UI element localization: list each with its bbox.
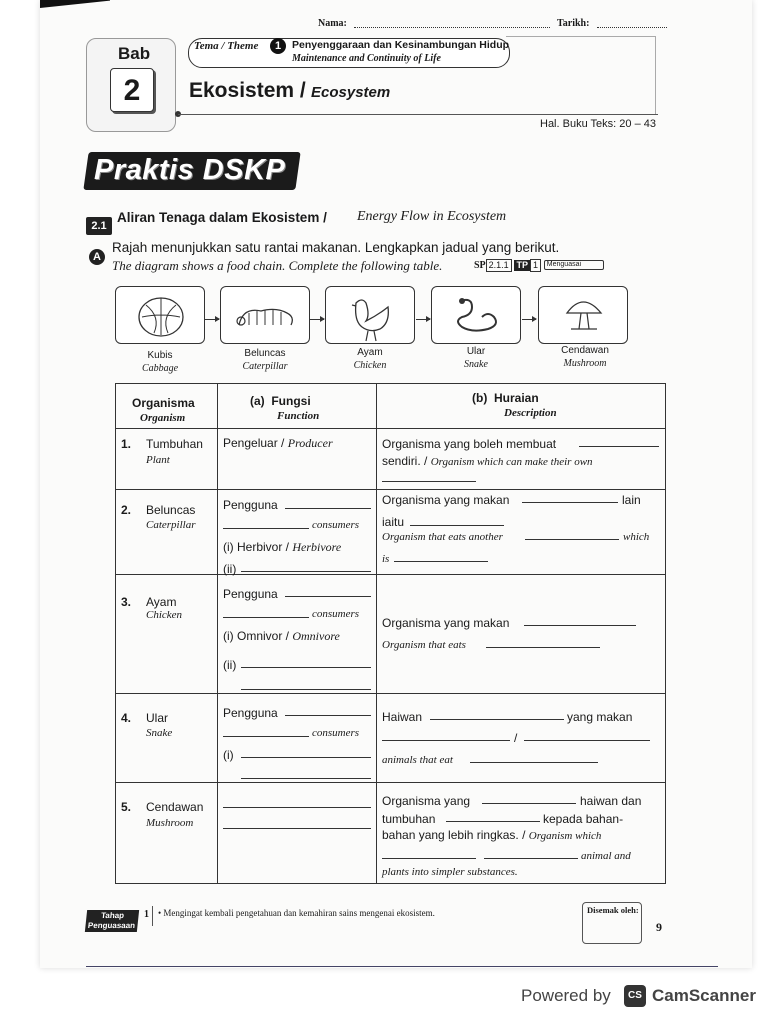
row-5-desc-3-en: Organism which [528,830,602,842]
row-5-desc-1b: haiwan dan [580,794,642,808]
theme-title-en: Maintenance and Continuity of Life [292,53,441,64]
table-col-divider-1 [217,383,218,884]
food-chain-label-en-3: Snake [464,359,488,370]
row-4-function-blank-3[interactable] [241,757,371,758]
row-1-desc-1: Organisma yang boleh membuat [382,437,557,451]
header-frame [506,36,656,114]
row-5-blank-1[interactable] [482,803,576,804]
row-1-function [223,435,333,451]
table-row-divider-2 [115,574,666,575]
chapter-number: 2 [110,68,154,112]
mastery-level-number: 1 [144,909,149,920]
row-5-desc-3-label: bahan yang lebih ringkas. / [382,828,526,842]
row-2-desc-1b: lain [622,493,641,507]
row-3-organism-en: Chicken [146,609,183,621]
section-title-en: Energy Flow in Ecosystem [357,209,507,224]
row-4-blank-3[interactable] [524,740,650,741]
row-5-function-blank-1[interactable] [223,807,371,808]
food-chain-mushroom [538,286,628,344]
col-function-header: (a) Fungsi [250,394,311,408]
section-number-badge: 2.1 [86,217,112,235]
row-5-blank-4[interactable] [484,858,578,859]
row-3-sub-1-en: Omnivore [292,629,340,643]
row-4-consumers: consumers [312,727,360,739]
food-chain-label-en-2: Chicken [353,360,387,371]
table-row-divider-1 [115,489,666,490]
row-4-blank-2[interactable] [382,740,510,741]
row-4-blank-4[interactable] [470,762,598,763]
footer-separator [152,906,153,926]
row-1-organism: Tumbuhan [146,437,203,451]
food-chain-label-1: Beluncas [244,348,286,359]
snake-icon [432,287,522,345]
row-5-desc-4-en: animal and [581,850,631,862]
row-4-desc-1: Haiwan [382,710,423,724]
row-5-organism: Cendawan [146,800,204,814]
food-chain-cabbage [115,286,205,344]
row-2-desc-3b-en: which [623,531,650,543]
row-3-organism: Ayam [146,595,177,609]
row-5-desc-5-en: plants into simpler substances. [382,866,518,878]
food-chain-arrow-4 [522,319,536,320]
col-organism-header-en: Organism [140,412,186,424]
row-2-number: 2. [121,503,132,517]
curriculum-tags [474,259,604,272]
table-row-divider-4 [115,782,666,783]
row-4-desc-1b: yang makan [567,710,633,724]
row-1-function-label: Pengeluar / [223,436,285,450]
row-4-function-blank-4[interactable] [241,778,371,779]
row-1-desc-2-label: sendiri. / [382,454,428,468]
row-2-function-blank-1[interactable] [285,508,371,509]
date-field[interactable] [597,18,667,28]
row-1-blank-2[interactable] [382,481,476,482]
row-3-sub-1-label: (i) Omnivor / [223,629,289,643]
row-5-desc-1: Organisma yang [382,794,471,808]
col-description-header: (b) Huraian [472,391,539,405]
row-2-function-label: Pengguna [223,498,278,512]
mastery-level-badge: Tahap Penguasaan [85,910,139,932]
row-3-blank-1[interactable] [524,625,636,626]
row-2-function-sub-1 [223,539,341,555]
row-3-desc-2-en: Organism that eats [382,639,466,651]
table-row-divider-3 [115,693,666,694]
row-3-function-blank-3[interactable] [241,667,371,668]
col-description-header-en: Description [504,407,557,419]
chapter-title-en: Ecosystem [311,84,391,101]
row-2-desc-1: Organisma yang makan [382,493,510,507]
sp-label: SP [474,260,486,271]
row-4-function-blank-2[interactable] [223,736,309,737]
row-2-consumers: consumers [312,519,360,531]
row-4-function-label: Pengguna [223,706,278,720]
row-2-desc-2: iaitu [382,515,405,529]
row-2-sub-1-en: Herbivore [292,540,342,554]
food-chain-chicken [325,286,415,344]
row-2-blank-1[interactable] [522,502,618,503]
mastery-label: Menguasai [546,261,582,269]
row-1-desc-2-en: Organism which can make their own [430,456,593,468]
food-chain-arrow-3 [416,319,430,320]
table-header-divider [115,428,666,429]
row-5-number: 5. [121,800,132,814]
row-3-number: 3. [121,595,132,609]
food-chain-label-3: Ular [466,346,486,357]
row-4-function-blank-1[interactable] [285,715,371,716]
row-4-organism-en: Snake [146,727,173,739]
date-label: Tarikh: [557,18,590,29]
footer-note: • Mengingat kembali pengetahuan dan kemahiran sains mengenai ekosistem. [158,908,435,918]
row-5-organism-en: Mushroom [146,817,194,829]
row-3-function-blank-4[interactable] [241,689,371,690]
name-label: Nama: [318,18,347,29]
row-3-function-sub-1 [223,628,340,644]
row-2-desc-3-en: Organism that eats another [382,531,503,543]
footer-rule [86,966,718,967]
row-3-consumers: consumers [312,608,360,620]
row-2-blank-2[interactable] [410,525,504,526]
chapter-title: Ekosistem / [189,79,306,102]
food-chain-caterpillar [220,286,310,344]
row-2-function-blank-2[interactable] [223,528,309,529]
row-1-number: 1. [121,437,132,451]
tp-level: 1 [530,259,541,272]
theme-title: Penyenggaraan dan Kesinambungan Hidup [292,39,510,51]
food-chain-arrow-2 [310,319,324,320]
row-2-blank-3[interactable] [525,539,619,540]
row-5-function-blank-2[interactable] [223,828,371,829]
row-5-blank-3[interactable] [382,858,476,859]
col-function-header-en: Function [277,410,320,422]
row-3-function-label: Pengguna [223,587,278,601]
chapter-label: Bab [118,44,151,63]
question-text-en: The diagram shows a food chain. Complete the following table. [112,258,443,273]
question-letter-badge: A [89,249,105,265]
row-2-function-sub-2: (ii) [223,562,237,576]
mastery-bar [544,260,604,270]
row-4-number: 4. [121,711,132,725]
row-5-desc-2: tumbuhan [382,812,436,826]
food-chain-label-en-4: Mushroom [563,358,607,369]
textbook-pages: Hal. Buku Teks: 20 – 43 [540,118,656,130]
row-2-organism: Beluncas [146,503,196,517]
row-3-blank-2[interactable] [486,647,600,648]
row-4-blank-1[interactable] [430,719,564,720]
name-field[interactable] [354,18,550,28]
caterpillar-icon [221,287,311,345]
tp-label: TP [516,260,528,270]
row-5-desc-2b: kepada bahan- [543,812,624,826]
row-3-function-sub-2: (ii) [223,658,237,672]
theme-label: Tema / Theme [194,40,259,52]
food-chain-label-en-1: Caterpillar [242,361,288,372]
food-chain-label-en-0: Cabbage [141,363,179,374]
theme-number-badge: 1 [270,38,286,54]
row-1-organism-en: Plant [146,454,170,466]
powered-by-text: Powered by [521,986,611,1005]
row-3-function-blank-1[interactable] [285,596,371,597]
section-title: Aliran Tenaga dalam Ekosistem / [117,210,327,225]
chicken-icon [326,287,416,345]
row-2-function-blank-3[interactable] [241,571,371,572]
row-4-desc-sep: / [514,731,518,745]
row-3-function-blank-2[interactable] [223,617,309,618]
row-4-desc-3-en: animals that eat [382,754,453,766]
row-5-blank-2[interactable] [446,821,540,822]
praktis-banner-text: Praktis DSKP [94,154,286,186]
row-1-function-en: Producer [287,436,333,450]
row-3-desc-1: Organisma yang makan [382,616,510,630]
sp-code: 2.1.1 [486,259,512,272]
row-2-blank-4[interactable] [394,561,488,562]
food-chain-arrow-1 [205,319,219,320]
row-5-desc-3 [382,827,601,844]
camscanner-brand: CamScanner [652,986,756,1005]
cabbage-icon [116,287,206,345]
header-divider [178,114,658,115]
row-1-blank-1[interactable] [579,446,659,447]
food-chain-label-0: Kubis [147,350,173,361]
checked-by-label: Disemak oleh: [587,905,639,915]
food-chain-snake [431,286,521,344]
table-col-divider-2 [376,383,377,884]
camscanner-logo-icon: CS [624,985,646,1007]
food-chain-label-4: Cendawan [561,345,609,356]
page-number: 9 [656,920,662,934]
food-chain-label-2: Ayam [357,347,383,358]
mushroom-icon [539,287,629,345]
row-4-function-sub-1: (i) [223,748,234,762]
row-2-desc-4-en: is [382,553,390,565]
question-text: Rajah menunjukkan satu rantai makanan. Lengkapkan jadual yang berikut. [112,240,560,255]
row-2-organism-en: Caterpillar [146,519,196,531]
row-4-organism: Ular [146,711,169,725]
col-organism-header: Organisma [132,396,195,410]
row-1-desc-2 [382,453,593,470]
row-2-sub-1-label: (i) Herbivor / [223,540,290,554]
